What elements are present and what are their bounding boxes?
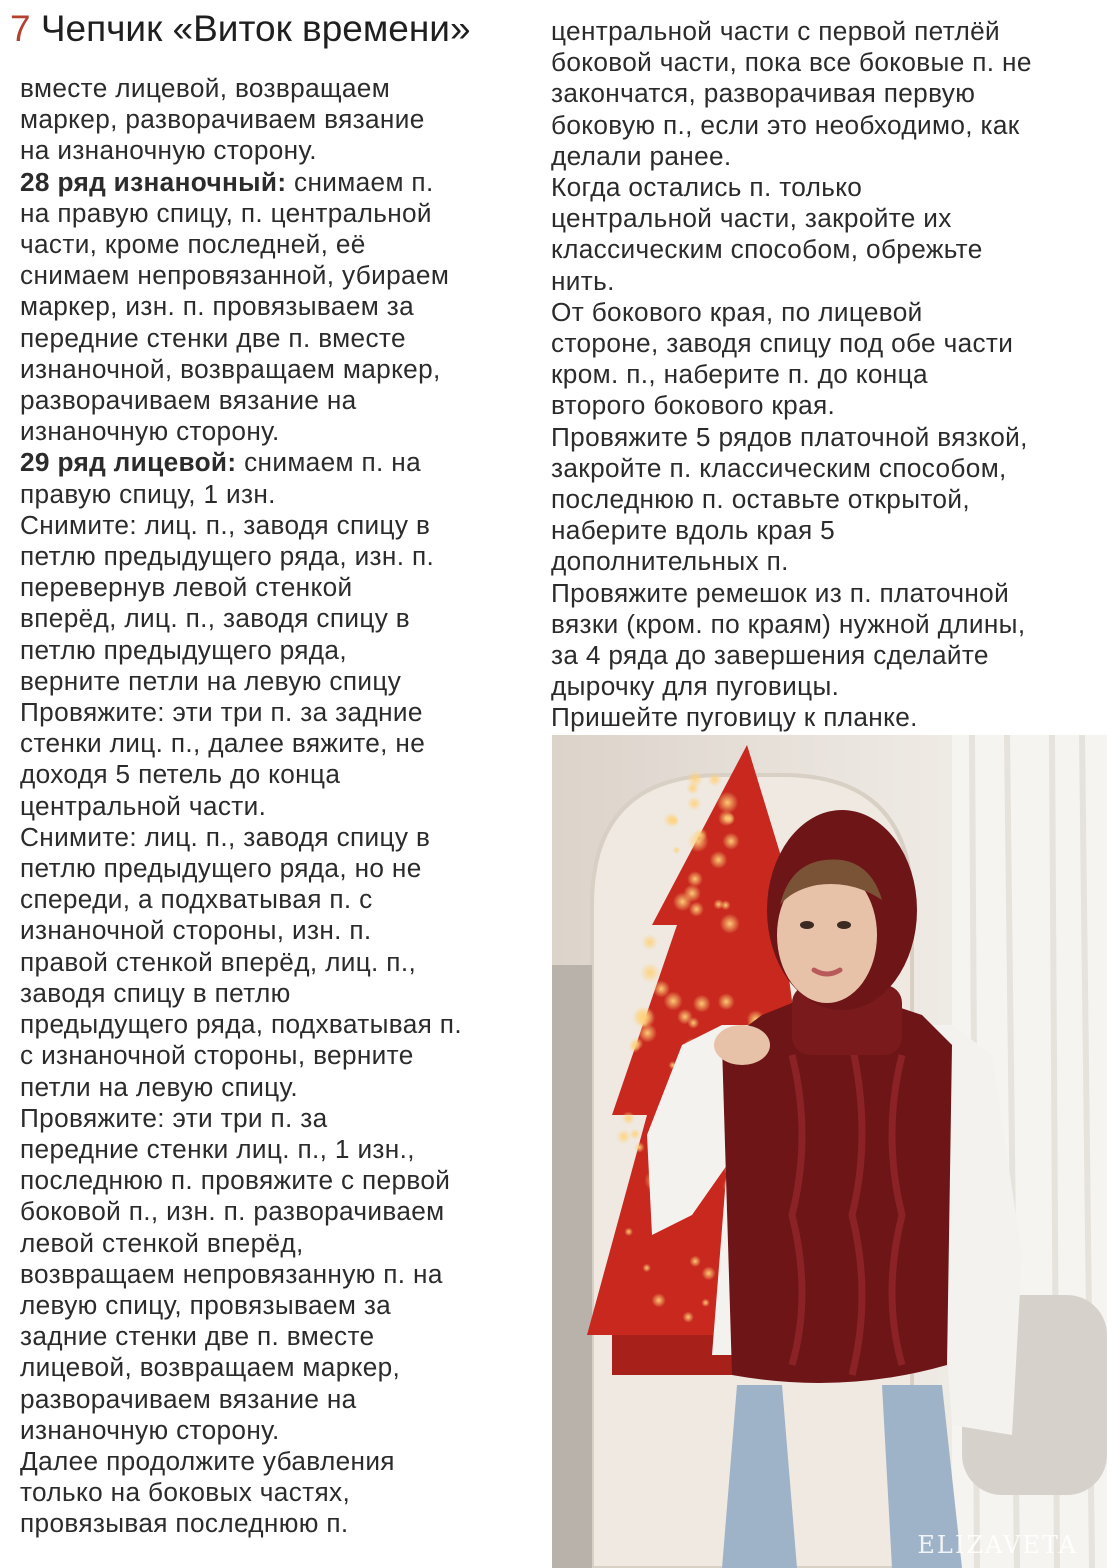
line-text: классическим способом, обрежьте — [551, 234, 983, 265]
text-line — [20, 354, 540, 385]
line-text: изнаночной стороны, изн. п. — [20, 915, 372, 946]
text-line — [20, 1134, 540, 1165]
text-line — [20, 385, 540, 416]
text-line — [20, 791, 540, 822]
text-line — [551, 702, 1096, 733]
line-text: предыдущего ряда, подхватывая п. — [20, 1009, 462, 1040]
light-dot — [710, 851, 728, 869]
line-text: задние стенки две п. вместе — [20, 1321, 375, 1352]
line-text: центральной части с первой петлёй — [551, 16, 1000, 46]
light-dot — [640, 963, 660, 983]
line-text: изнаночную сторону. — [20, 1414, 280, 1445]
text-line — [551, 110, 1096, 141]
line-text: стороне, заводя спицу под обе части — [551, 328, 1014, 359]
text-line — [20, 822, 540, 853]
text-line — [551, 172, 1096, 203]
text-line — [551, 453, 1096, 484]
line-text: петли на левую спицу. — [20, 1071, 298, 1102]
light-dot — [624, 1228, 633, 1237]
text-line — [20, 884, 540, 915]
text-line — [551, 671, 1096, 702]
line-text: левой стенкой вперёд, — [20, 1227, 304, 1258]
text-line — [20, 697, 540, 728]
line-text: Когда остались п. только — [551, 172, 863, 203]
text-line — [20, 1290, 540, 1321]
line-text: От бокового края, по лицевой — [551, 296, 923, 327]
line-text: передние стенки две п. вместе — [20, 322, 406, 353]
line-text: наберите вдоль края 5 — [551, 515, 836, 546]
light-dot — [701, 1299, 709, 1307]
line-text: центральной части, закройте их — [551, 203, 952, 234]
line-text: боковую п., если это необходимо, как — [551, 109, 1020, 140]
line-text: изнаночной, возвращаем маркер, — [20, 353, 441, 384]
text-line — [551, 515, 1096, 546]
light-dot — [653, 980, 670, 997]
light-dot — [718, 993, 735, 1010]
line-text: верните петли на левую спицу — [20, 665, 402, 696]
light-dot — [629, 1129, 640, 1140]
light-dot — [708, 772, 722, 786]
text-line — [551, 47, 1096, 78]
text-line — [20, 603, 540, 634]
light-dot — [687, 796, 702, 811]
light-dot — [717, 792, 739, 814]
line-text: снимаем п. — [286, 166, 434, 197]
line-text: на изнаночную сторону. — [20, 135, 317, 166]
line-text: боковой части, пока все боковые п. не — [551, 47, 1032, 78]
line-text: части, кроме последней, её — [20, 229, 366, 260]
line-text: закройте п. классическим способом, — [551, 452, 1007, 483]
text-line — [20, 978, 540, 1009]
text-line — [551, 390, 1096, 421]
light-dot — [690, 1256, 701, 1267]
light-dot — [643, 1264, 651, 1272]
line-text: изнаночную сторону. — [20, 416, 280, 447]
light-dot — [632, 1006, 654, 1028]
line-text: на правую спицу, п. центральной — [20, 197, 432, 228]
text-line — [20, 728, 540, 759]
text-line — [551, 640, 1096, 671]
line-text: заводя спицу в петлю — [20, 977, 291, 1008]
line-text: дополнительных п. — [551, 546, 789, 577]
line-text: перевернув левой стенкой — [20, 572, 353, 603]
text-line — [551, 266, 1096, 297]
light-dot — [616, 1129, 631, 1144]
page-title — [10, 6, 540, 52]
light-dot — [687, 771, 703, 787]
text-line — [20, 73, 540, 104]
line-text: Провяжите: эти три п. за задние — [20, 697, 423, 728]
line-text: нить. — [551, 265, 615, 296]
text-line — [20, 1321, 540, 1352]
line-text: Провяжите: эти три п. за — [20, 1102, 328, 1133]
watermark: ELIZAVETA — [917, 1531, 1078, 1559]
line-text: делали ранее. — [551, 140, 732, 171]
text-line — [551, 609, 1096, 640]
light-dot — [634, 1142, 645, 1153]
text-line — [551, 78, 1096, 109]
light-dot — [673, 846, 681, 854]
text-line — [20, 1072, 540, 1103]
text-line — [20, 1508, 540, 1539]
text-line — [20, 167, 540, 198]
light-dot — [687, 871, 703, 887]
text-line — [20, 541, 540, 572]
text-line — [20, 447, 540, 478]
text-line — [551, 546, 1096, 577]
text-line — [20, 1009, 540, 1040]
line-text: дырочку для пуговицы. — [551, 671, 840, 702]
text-line — [20, 915, 540, 946]
text-line — [20, 1384, 540, 1415]
text-line — [20, 135, 540, 166]
text-line — [20, 572, 540, 603]
light-dot — [622, 1111, 636, 1125]
hand — [714, 1025, 770, 1065]
right-eye — [837, 921, 851, 929]
line-text: стенки лиц. п., далее вяжите, не — [20, 728, 426, 759]
text-line — [551, 141, 1096, 172]
text-line — [20, 1196, 540, 1227]
line-text: снимаем п. на — [236, 447, 421, 478]
text-line — [20, 1228, 540, 1259]
light-dot — [630, 1037, 643, 1050]
text-line — [20, 416, 540, 447]
line-text: лицевой, возвращаем маркер, — [20, 1352, 401, 1383]
line-text: петлю предыдущего ряда, но не — [20, 853, 422, 884]
line-text: Снимите: лиц. п., заводя спицу в — [20, 821, 431, 852]
text-line — [551, 328, 1096, 359]
text-line — [20, 759, 540, 790]
line-text: вязки (кром. по краям) нужной длины, — [551, 608, 1026, 639]
line-text: снимаем непровязанной, убираем — [20, 260, 450, 291]
line-text: второго бокового края. — [551, 390, 836, 421]
line-text: провязывая последнюю п. — [20, 1508, 349, 1539]
light-dot — [724, 813, 735, 824]
line-text: маркер, изн. п. провязываем за — [20, 291, 414, 322]
text-line — [20, 1446, 540, 1477]
light-dot — [721, 900, 731, 910]
light-dot — [652, 1293, 666, 1307]
light-dot — [673, 892, 692, 911]
line-text: разворачиваем вязание на — [20, 385, 357, 416]
light-dot — [683, 1312, 694, 1323]
light-dot — [677, 1009, 693, 1025]
text-line — [20, 291, 540, 322]
line-text: Провяжите ремешок из п. платочной — [551, 577, 1010, 608]
text-line — [20, 666, 540, 697]
line-text: правую спицу, 1 изн. — [20, 478, 276, 509]
section-title: Чепчик «Виток времени» — [40, 8, 471, 49]
text-line — [20, 104, 540, 135]
text-line — [551, 203, 1096, 234]
line-text: последнюю п. оставьте открытой, — [551, 484, 970, 515]
text-line — [20, 479, 540, 510]
text-line — [20, 510, 540, 541]
line-text: центральной части. — [20, 790, 267, 821]
text-line — [20, 947, 540, 978]
light-dot — [722, 833, 739, 850]
line-text: разворачиваем вязание на — [20, 1383, 357, 1414]
text-line — [20, 229, 540, 260]
text-line — [20, 1040, 540, 1071]
line-text: спереди, а подхватывая п. с — [20, 884, 373, 915]
text-line — [551, 484, 1096, 515]
light-dot — [694, 828, 708, 842]
text-line — [551, 16, 1096, 47]
text-line — [551, 234, 1096, 265]
line-text: Провяжите 5 рядов платочной вязкой, — [551, 421, 1028, 452]
light-dot — [693, 995, 711, 1013]
line-text: передние стенки лиц. п., 1 изн., — [20, 1133, 415, 1164]
line-text: вперёд, лиц. п., заводя спицу в — [20, 603, 411, 634]
row-heading: 29 ряд лицевой: — [20, 447, 237, 478]
text-line — [20, 1477, 540, 1508]
left-text-column — [20, 73, 540, 1540]
line-text: кром. п., наберите п. до конца — [551, 359, 928, 390]
text-line — [20, 1415, 540, 1446]
text-line — [20, 260, 540, 291]
photo-illustration — [552, 735, 1107, 1568]
text-line — [20, 198, 540, 229]
line-text: Пришейте пуговицу к планке. — [551, 702, 918, 733]
line-text: петлю предыдущего ряда, — [20, 634, 347, 665]
text-line — [20, 635, 540, 666]
line-text: за 4 ряда до завершения сделайте — [551, 640, 989, 671]
text-line — [20, 1259, 540, 1290]
row-heading: 28 ряд изнаночный: — [20, 166, 287, 197]
line-text: Далее продолжите убавления — [20, 1445, 395, 1476]
line-text: с изнаночной стороны, верните — [20, 1040, 414, 1071]
line-text: возвращаем непровязанную п. на — [20, 1258, 443, 1289]
text-line — [551, 359, 1096, 390]
line-text: маркер, разворачиваем вязание — [20, 104, 425, 135]
line-text: Снимите: лиц. п., заводя спицу в — [20, 509, 431, 540]
line-text: только на боковых частях, — [20, 1477, 351, 1508]
section-number: 7 — [10, 8, 31, 49]
line-text: правой стенкой вперёд, лиц. п., — [20, 946, 417, 977]
line-text: последнюю п. провяжите с первой — [20, 1165, 451, 1196]
text-line — [20, 853, 540, 884]
light-dot — [642, 934, 658, 950]
line-text: боковой п., изн. п. разворачиваем — [20, 1196, 445, 1227]
model-photo — [552, 735, 1107, 1568]
text-line — [20, 323, 540, 354]
line-text: вместе лицевой, возвращаем — [20, 73, 391, 103]
text-line — [20, 1103, 540, 1134]
line-text: петлю предыдущего ряда, изн. п. — [20, 541, 435, 572]
light-dot — [720, 914, 740, 934]
mirror-frame — [552, 965, 592, 1568]
light-dot — [669, 815, 680, 826]
line-text: закончатся, разворачивая первую — [551, 78, 976, 109]
right-text-column — [551, 16, 1096, 734]
text-line — [20, 1165, 540, 1196]
line-text: левую спицу, провязываем за — [20, 1289, 392, 1320]
text-line — [20, 1352, 540, 1383]
text-line — [551, 297, 1096, 328]
light-dot — [702, 1266, 716, 1280]
text-line — [551, 422, 1096, 453]
line-text: доходя 5 петель до конца — [20, 759, 341, 790]
text-line — [551, 578, 1096, 609]
left-eye — [800, 921, 814, 929]
